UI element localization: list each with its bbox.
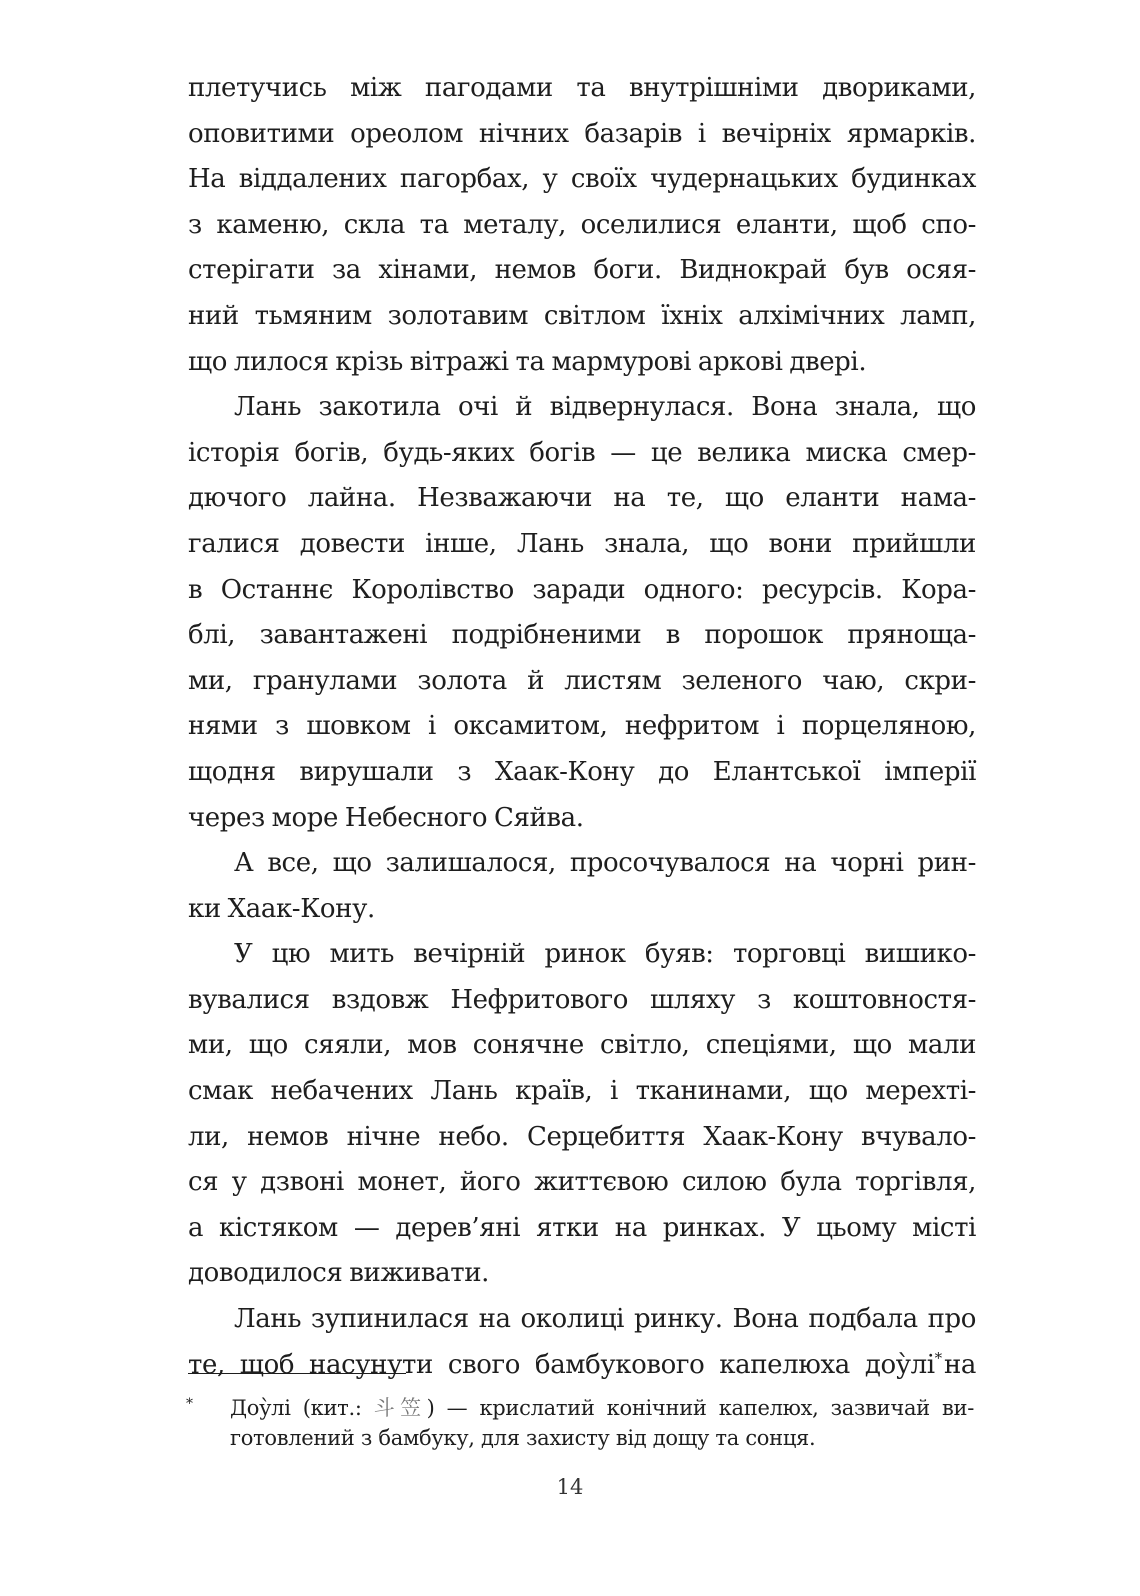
- text-line: а кістяком — дерев’яні ятки на ринках. У цьому місті: [188, 1212, 976, 1243]
- text-line: плетучись між пагодами та внутрішніми двориками,: [188, 73, 976, 103]
- footnote-line: готовлений з бамбуку, для захисту від дощу та сонця.: [230, 1426, 816, 1450]
- footnote-reference[interactable]: *: [934, 1348, 942, 1367]
- text-line: вувалися вздовж Нефритового шляху з коштовностя-: [188, 984, 976, 1015]
- paragraph-4: [188, 932, 976, 1297]
- page-number: 14: [556, 1475, 584, 1499]
- text-line: Лань зупинилася на околиці ринку. Вона подбала про: [234, 1304, 976, 1335]
- footnote-open: (кит.:: [302, 1396, 374, 1420]
- footnote-divider: [188, 1373, 406, 1374]
- text-line: Лань закотила очі й відвернулася. Вона знала, що: [234, 392, 976, 423]
- footnote-line: [230, 1393, 974, 1423]
- text-line: через море Небесного Сяйва.: [188, 802, 584, 833]
- text-line: А все, що залишалося, просочувалося на чорні рин-: [234, 848, 976, 879]
- text-line: доводилося виживати.: [188, 1258, 490, 1289]
- text-line: дючого лайна. Незважаючи на те, що еланти нама-: [188, 483, 976, 514]
- footnote-marker: *: [186, 1396, 193, 1412]
- text-line: На віддалених пагорбах, у своїх чудернацьких будинках: [188, 164, 976, 195]
- text-line: ми, гранулами золота й листям зеленого чаю, скри-: [188, 665, 976, 696]
- footnote-hanzi: 斗笠: [373, 1396, 427, 1420]
- paragraph-1: [188, 66, 976, 385]
- text-line: з каменю, скла та металу, оселилися еланти, щоб спо-: [188, 209, 976, 240]
- text-line: ли, немов нічне небо. Серцебиття Хаак-Кону вчувало-: [188, 1121, 976, 1152]
- text-line: що лилося крізь вітражі та мармурові аркові двері.: [188, 346, 867, 377]
- text-line: блі, завантажені подрібненими в порошок пряноща-: [188, 620, 976, 651]
- footnote-definition: — крислатий конічний капелюх, зазвичай ви-: [434, 1396, 974, 1420]
- text-line-content: те, щоб насунути свого бамбукового капелюха доу̀лі: [188, 1349, 935, 1380]
- text-line: в Останнє Королівство заради одного: ресурсів. Кора-: [188, 574, 976, 605]
- text-line: щодня вирушали з Хаак-Кону до Елантської імперії: [188, 756, 976, 787]
- text-line: У цю мить вечірній ринок буяв: торговці вишико-: [234, 939, 976, 970]
- text-line: ми, що сяяли, мов сонячне світло, спеціями, що мали: [188, 1030, 976, 1061]
- text-line: смак небачених Лань країв, і тканинами, що мерехті-: [188, 1076, 976, 1107]
- text-line: ки Хаак-Кону.: [188, 893, 375, 924]
- text-line: ся у дзвоні монет, його життєвою силою була торгівля,: [188, 1167, 976, 1198]
- footnote: [186, 1393, 978, 1453]
- footnote-close: ): [426, 1396, 435, 1420]
- text-line: [188, 1343, 976, 1392]
- main-text: [188, 66, 976, 1391]
- text-line: оповитими ореолом нічних базарів і вечірніх ярмарків.: [188, 118, 976, 149]
- text-line-tail: на: [943, 1349, 976, 1380]
- footnote-body: [230, 1393, 974, 1453]
- paragraph-5: [188, 1297, 976, 1391]
- paragraph-2: [188, 385, 976, 841]
- text-line: галися довести інше, Лань знала, що вони прийшли: [188, 528, 976, 559]
- paragraph-3: [188, 841, 976, 932]
- text-line: нями з шовком і оксамитом, нефритом і порцеляною,: [188, 711, 976, 742]
- footnote-term: Доу̀лі: [230, 1396, 291, 1420]
- text-line: ний тьмяним золотавим світлом їхніх алхімічних ламп,: [188, 300, 976, 331]
- text-line: стерігати за хінами, немов боги. Виднокрай був осяя-: [188, 255, 976, 286]
- text-line: історія богів, будь-яких богів — це велика миска смер-: [188, 437, 976, 468]
